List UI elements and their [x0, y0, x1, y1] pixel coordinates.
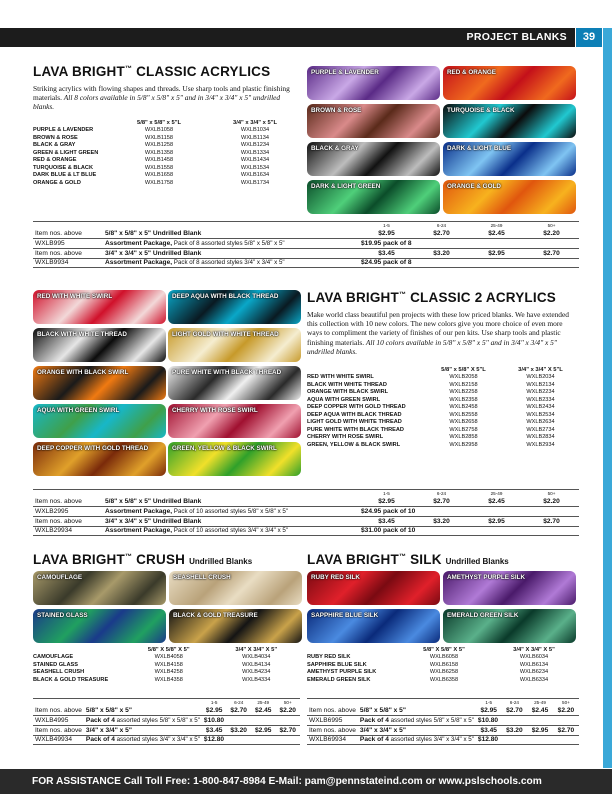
classic-description: Striking acrylics with flowing shapes and threads. Use sharp tools and plastic finishing materials. All 8 colors available in 5/8" x 5/8" x 5" and in 3/4" x 3/4" x 5" undrilled blanks. — [33, 84, 290, 112]
color-swatch — [33, 328, 166, 362]
swatch-label: EMERALD GREEN SILK — [447, 612, 519, 619]
product-name: EMERALD GREEN SILK — [307, 676, 371, 683]
product-name: DEEP AQUA WITH BLACK THREAD — [307, 411, 402, 418]
color-swatch — [168, 366, 301, 400]
swatch-label: BLACK & GOLD TREASURE — [173, 612, 258, 619]
section-title: PROJECT BLANKS — [466, 31, 567, 43]
price-description: 3/4" x 3/4" x 5" Undrilled Blank — [103, 516, 359, 526]
product-sku: WXLB2134 — [526, 381, 555, 388]
product-name: DARK BLUE & LT BLUE — [33, 172, 97, 179]
product-name: BLACK & GOLD TREASURE — [33, 676, 109, 683]
price-description: Pack of 4 assorted styles 5/8" x 5/8" x 5" — [85, 717, 200, 725]
product-row — [307, 654, 579, 662]
price-value: $3.20 — [414, 516, 469, 526]
price-description: Assortment Package, Pack of 10 assorted styles 3/4" x 3/4" x 5" — [103, 526, 359, 536]
color-swatch — [168, 404, 301, 438]
product-sku: WXLB1534 — [240, 164, 270, 171]
price-item-no: WXLB69934 — [307, 735, 358, 745]
color-swatch — [443, 142, 576, 176]
qty-break-header: 25-49 — [257, 700, 270, 705]
price-value: $3.45 — [359, 516, 414, 526]
color-swatch — [307, 571, 440, 605]
price-row — [33, 497, 579, 507]
price-description: Pack of 4 assorted styles 5/8" x 5/8" x 5" — [359, 717, 474, 725]
color-swatch — [443, 66, 576, 100]
product-sku: WXLB6234 — [519, 669, 549, 676]
product-name: STAINED GLASS — [33, 661, 78, 668]
product-sku: WXLB2334 — [526, 396, 555, 403]
price-row — [33, 735, 300, 745]
price-row — [33, 526, 579, 536]
price-value: $2.70 — [524, 516, 579, 526]
price-row — [33, 229, 579, 239]
product-sku: WXLB2634 — [526, 419, 555, 426]
price-item-no: WXLB4995 — [33, 716, 84, 726]
product-row — [33, 669, 300, 677]
price-item-no: WXLB995 — [33, 239, 103, 249]
product-row — [307, 662, 579, 670]
price-value: $2.70 — [275, 725, 300, 735]
product-row — [33, 677, 300, 685]
swatch-label: RED & ORANGE — [447, 69, 496, 76]
swatch-label: PURE WHITE WITH BLACK THREAD — [172, 369, 282, 376]
price-value: $2.95 — [469, 516, 524, 526]
price-description: Assortment Package, Pack of 8 assorted styles 5/8" x 5/8" x 5" — [103, 239, 359, 249]
swatch-label: TURQUOISE & BLACK — [447, 107, 515, 114]
price-item-no: WXLB2995 — [33, 507, 103, 517]
swatch-label: LIGHT GOLD WITH WHITE THREAD — [172, 331, 279, 338]
price-item-no: Item nos. above — [33, 497, 103, 507]
price-value: $10.80 — [476, 716, 579, 726]
swatch-label: RED WITH WHITE SWIRL — [37, 293, 113, 300]
price-row — [33, 248, 579, 258]
price-value: $2.95 — [251, 725, 276, 735]
swatch-label: SEASHELL CRUSH — [173, 574, 231, 581]
silk-price-table — [307, 698, 579, 745]
color-swatch — [307, 142, 440, 176]
price-item-no: Item nos. above — [309, 707, 356, 715]
swatch-label: AMETHYST PURPLE SILK — [447, 574, 526, 581]
qty-break-header: 50+ — [562, 700, 570, 705]
qty-break-header: 1-5 — [383, 223, 390, 228]
price-row — [33, 239, 579, 249]
swatch-label: PURPLE & LAVENDER — [311, 69, 379, 76]
product-row — [33, 135, 303, 143]
product-sku: WXLB4158 — [154, 661, 183, 668]
price-value: $3.45 — [202, 725, 227, 735]
price-row — [307, 725, 579, 735]
product-sku: WXLB2458 — [449, 404, 478, 411]
classic-price-table — [33, 221, 579, 268]
price-value: $2.70 — [414, 497, 469, 507]
product-row — [33, 180, 303, 188]
qty-break-header: 25-49 — [490, 223, 503, 228]
product-name: ORANGE & GOLD — [33, 179, 81, 186]
product-name: RUBY RED SILK — [307, 654, 351, 660]
price-value: $2.95 — [469, 248, 524, 258]
price-item-no: Item nos. above — [35, 707, 82, 715]
product-sku: WXLB6358 — [429, 676, 459, 683]
product-name: RED WITH WHITE SWIRL — [307, 374, 374, 380]
price-value: $2.45 — [469, 497, 524, 507]
product-name: GREEN & LIGHT GREEN — [33, 149, 99, 156]
price-description: 3/4" x 3/4" x 5" Undrilled Blank — [103, 248, 359, 258]
color-swatch — [307, 66, 440, 100]
price-value: $2.20 — [553, 706, 579, 716]
product-sku: WXLB2258 — [449, 389, 478, 396]
color-swatch — [307, 104, 440, 138]
qty-break-header: 25-49 — [534, 700, 546, 705]
color-swatch — [168, 442, 301, 476]
color-swatch — [443, 571, 576, 605]
swatch-label: CHERRY WITH ROSE SWIRL — [172, 407, 258, 414]
product-row — [307, 389, 579, 397]
product-sku: WXLB6058 — [429, 654, 459, 660]
classic-title: LAVA BRIGHT™ CLASSIC ACRYLICS — [33, 64, 271, 79]
color-swatch — [443, 609, 576, 643]
product-sku: WXLB2934 — [526, 441, 555, 448]
price-value: $2.95 — [476, 706, 502, 716]
swatch-label: STAINED GLASS — [37, 612, 88, 619]
price-value: $3.45 — [476, 725, 502, 735]
product-row — [33, 142, 303, 150]
product-sku: WXLB1658 — [144, 172, 174, 179]
product-row — [33, 172, 303, 180]
swatch-label: BLACK WITH WHITE THREAD — [37, 331, 127, 338]
swatch-label: CAMOUFLAGE — [37, 574, 83, 581]
qty-break-header: 1-5 — [383, 491, 390, 496]
footer-contact-bar: FOR ASSISTANCE Call Toll Free: 1-800-847-8984 E-Mail: pam@pennstateind.com or www.pslschools.com — [0, 769, 612, 794]
color-swatch — [443, 180, 576, 214]
product-sku: WXLB2858 — [449, 434, 478, 441]
color-swatch — [33, 404, 166, 438]
price-row — [33, 706, 300, 716]
price-value: $2.20 — [275, 706, 300, 716]
price-value: $3.20 — [502, 725, 528, 735]
product-name: BROWN & ROSE — [33, 134, 78, 141]
product-sku: WXLB2734 — [526, 426, 555, 433]
product-sku: WXLB2434 — [526, 404, 555, 411]
product-name: GREEN, YELLOW & BLACK SWIRL — [307, 441, 401, 448]
price-value: $2.95 — [359, 229, 414, 239]
swatch-label: SAPPHIRE BLUE SILK — [311, 612, 379, 619]
product-sku: WXLB2834 — [526, 434, 555, 441]
price-value: $2.70 — [414, 229, 469, 239]
price-row — [33, 516, 579, 526]
product-name: DEEP COPPER WITH GOLD THREAD — [307, 404, 406, 411]
product-name: ORANGE WITH BLACK SWIRL — [307, 389, 389, 396]
price-row — [33, 258, 579, 268]
product-sku: WXLB4334 — [242, 676, 271, 683]
price-value: $3.45 — [359, 248, 414, 258]
crush-price-table — [33, 698, 300, 745]
product-sku: WXLB2558 — [449, 411, 478, 418]
swatch-label: ORANGE WITH BLACK SWIRL — [37, 369, 129, 376]
price-item-no: Item nos. above — [309, 726, 356, 734]
product-row — [307, 382, 579, 390]
price-description: 5/8" x 5/8" x 5" — [84, 706, 202, 716]
price-value: $2.45 — [527, 706, 553, 716]
product-row — [307, 374, 579, 382]
color-swatch — [443, 104, 576, 138]
price-row — [307, 735, 579, 745]
price-value: $3.20 — [414, 248, 469, 258]
color-swatch — [33, 609, 166, 643]
price-value: $2.20 — [524, 229, 579, 239]
price-value: $24.95 pack of 10 — [359, 507, 579, 517]
price-item-no: Item nos. above — [33, 248, 103, 258]
color-swatch — [33, 442, 166, 476]
classic2-description: Make world class beautiful pen projects with these low priced blanks. We have extended this collection with 10 new colors. The new colors give you more choice of even more ways to compliment the variety of finishes of our pen kits. Use sharp tools and plastic finishing materials. All 10 colors available in 5/8" x 5/8" x 5" and in 3/4" x 3/4" x 5" undrilled blanks. — [307, 310, 569, 356]
section-header-bar — [0, 28, 575, 47]
color-swatch — [169, 571, 302, 605]
product-sku: WXLB1558 — [144, 164, 174, 171]
product-name: CHERRY WITH ROSE SWIRL — [307, 434, 384, 441]
classic-product-table: 5/8" x 5/8" x 5"L 3/4" x 3/4" x 5"L PURPLE & LAVENDER WXLB1058 WXLB1034 BROWN & ROSE WXLB1158 WXLB1134 BLACK & GRAY WXLB1258 WXLB1234 GREEN & LIGHT GREEN WXLB1358 WXLB1334 RED & ORANGE WXLB1458 WXLB1434 TURQUOISE & BLACK WXLB1558 WXLB1534 DARK BLUE & LT BLUE WXLB1658 WXLB1634 ORANGE & GOLD WXLB1758 WXLB1734 — [33, 120, 303, 187]
product-row — [307, 677, 579, 685]
price-description: Assortment Package, Pack of 8 assorted styles 3/4" x 3/4" x 5" — [103, 258, 359, 268]
product-sku: WXLB2158 — [449, 381, 478, 388]
color-swatch — [168, 290, 301, 324]
price-description: 3/4" x 3/4" x 5" — [358, 725, 476, 735]
product-sku: WXLB1058 — [144, 127, 174, 133]
product-sku: WXLB1134 — [241, 134, 269, 141]
color-swatch — [33, 290, 166, 324]
price-value: $10.80 — [202, 716, 300, 726]
price-item-no: Item nos. above — [33, 229, 103, 239]
product-sku: WXLB1334 — [240, 149, 270, 156]
qty-break-header: 1-5 — [485, 700, 493, 705]
price-value: $2.45 — [469, 229, 524, 239]
price-value: $2.70 — [524, 248, 579, 258]
product-sku: WXLB4134 — [242, 661, 271, 668]
qty-break-header: 25-49 — [490, 491, 503, 496]
product-row — [307, 669, 579, 677]
classic2-price-table — [33, 489, 579, 536]
price-description: 5/8" x 5/8" x 5" Undrilled Blank — [103, 229, 359, 239]
product-sku: WXLB2358 — [449, 396, 478, 403]
price-value: $12.80 — [202, 735, 300, 745]
product-sku: WXLB6158 — [429, 661, 459, 668]
product-row — [307, 442, 579, 450]
product-row — [33, 157, 303, 165]
classic2-product-table: 5/8" x 5/8" X 5"L 3/4" x 3/4" X 5"L RED WITH WHITE SWIRL WXLB2058 WXLB2034 BLACK WITH WHITE THREAD WXLB2158 WXLB2134 ORANGE WITH BLACK SWIRL WXLB2258 WXLB2234 AQUA WITH GREEN SWIRL WXLB2358 WXLB2334 DEEP COPPER WITH GOLD THREAD WXLB2458 WXLB2434 DEEP AQUA WITH BLACK THREAD WXLB2558 WXLB2534 LIGHT GOLD WITH WHITE THREAD WXLB2658 WXLB2634 PURE WHITE WITH BLACK THREAD WXLB2758 WXLB2734 CHERRY WITH ROSE SWIRL WXLB2858 WXLB2834 GREEN, YELLOW & BLACK SWIRL WXLB2958 WXLB2934 — [307, 367, 579, 449]
color-swatch — [307, 609, 440, 643]
product-row — [33, 165, 303, 173]
price-description: 5/8" x 5/8" x 5" — [358, 706, 476, 716]
product-sku: WXLB2958 — [449, 441, 478, 448]
price-value: $2.95 — [527, 725, 553, 735]
product-sku: WXLB2234 — [526, 389, 555, 396]
color-swatch — [168, 328, 301, 362]
qty-break-header: 6-24 — [436, 223, 447, 228]
swatch-label: AQUA WITH GREEN SWIRL — [37, 407, 120, 414]
price-item-no: Item nos. above — [35, 726, 82, 734]
price-description: Pack of 4 assorted styles 3/4" x 3/4" x 5" — [85, 736, 200, 744]
page-number: 39 — [576, 28, 602, 47]
price-value: $19.95 pack of 8 — [359, 239, 579, 249]
qty-break-header: 6-24 — [436, 491, 447, 496]
product-sku: WXLB1358 — [144, 149, 174, 156]
product-name: RED & ORANGE — [33, 157, 77, 164]
price-row — [307, 716, 579, 726]
price-value: $2.20 — [524, 497, 579, 507]
qty-break-header: 50+ — [547, 491, 556, 496]
product-sku: WXLB1734 — [240, 179, 270, 186]
price-row — [33, 507, 579, 517]
swatch-label: BROWN & ROSE — [311, 107, 362, 114]
crush-title: LAVA BRIGHT™ CRUSH Undrilled Blanks — [33, 552, 253, 567]
qty-break-header: 6-24 — [509, 700, 519, 705]
price-value: $24.95 pack of 8 — [359, 258, 579, 268]
product-sku: WXLB6258 — [429, 669, 459, 676]
swatch-label: DEEP COPPER WITH GOLD THREAD — [37, 445, 149, 452]
product-name: BLACK WITH WHITE THREAD — [307, 381, 387, 388]
silk-title: LAVA BRIGHT™ SILK Undrilled Blanks — [307, 552, 509, 567]
product-row — [33, 654, 300, 662]
product-row — [33, 127, 303, 135]
price-value: $2.45 — [251, 706, 276, 716]
color-swatch — [169, 609, 302, 643]
product-name: PURPLE & LAVENDER — [33, 127, 94, 133]
price-value: $2.70 — [226, 706, 251, 716]
product-row — [307, 434, 579, 442]
product-sku: WXLB1458 — [144, 157, 174, 164]
product-sku: WXLB4358 — [154, 676, 183, 683]
product-sku: WXLB4234 — [242, 669, 271, 676]
swatch-label: RUBY RED SILK — [311, 574, 360, 581]
product-sku: WXLB1258 — [144, 142, 174, 149]
price-value: $2.95 — [359, 497, 414, 507]
price-description: 5/8" x 5/8" x 5" Undrilled Blank — [103, 497, 359, 507]
product-row — [33, 150, 303, 158]
product-row — [307, 419, 579, 427]
price-item-no: Item nos. above — [33, 516, 103, 526]
price-description: 3/4" x 3/4" x 5" — [84, 725, 202, 735]
price-value: $3.20 — [226, 725, 251, 735]
price-value: $12.80 — [476, 735, 579, 745]
product-sku: WXLB1758 — [144, 179, 174, 186]
product-row — [307, 404, 579, 412]
product-name: PURE WHITE WITH BLACK THREAD — [307, 426, 404, 433]
product-name: BLACK & GRAY — [33, 142, 76, 149]
price-item-no: WXLB49934 — [33, 735, 84, 745]
swatch-label: GREEN, YELLOW & BLACK SWIRL — [172, 445, 277, 452]
price-value: $31.00 pack of 10 — [359, 526, 579, 536]
product-name: TURQUOISE & BLACK — [33, 164, 93, 171]
price-value: $2.70 — [502, 706, 528, 716]
price-item-no: WXLB6995 — [307, 716, 358, 726]
product-sku: WXLB2758 — [449, 426, 478, 433]
product-name: SAPPHIRE BLUE SILK — [307, 661, 367, 668]
product-sku: WXLB1158 — [145, 134, 173, 141]
side-accent-bar — [603, 28, 612, 768]
product-sku: WXLB2034 — [526, 374, 555, 380]
product-sku: WXLB6034 — [519, 654, 549, 660]
crush-product-table: 5/8" X 5/8" X 5" 3/4" X 3/4" X 5" CAMOUFLAGE WXLB4058 WXLB4034 STAINED GLASS WXLB4158 WXLB4134 SEASHELL CRUSH WXLB4258 WXLB4234 BLACK & GOLD TREASURE WXLB4358 WXLB4334 — [33, 647, 300, 684]
qty-break-header: 1-5 — [210, 700, 218, 705]
price-value: $2.70 — [553, 725, 579, 735]
price-row — [307, 706, 579, 716]
price-value: $2.95 — [202, 706, 227, 716]
product-name: AMETHYST PURPLE SILK — [307, 669, 377, 676]
color-swatch — [33, 366, 166, 400]
product-row — [33, 662, 300, 670]
product-row — [307, 412, 579, 420]
product-sku: WXLB1034 — [240, 127, 270, 133]
product-sku: WXLB6334 — [519, 676, 549, 683]
swatch-label: BLACK & GRAY — [311, 145, 359, 152]
product-name: AQUA WITH GREEN SWIRL — [307, 396, 381, 403]
swatch-label: DARK & LIGHT BLUE — [447, 145, 512, 152]
product-sku: WXLB6134 — [519, 661, 549, 668]
qty-break-header: 6-24 — [234, 700, 244, 705]
price-item-no: WXLB9934 — [33, 258, 103, 268]
product-sku: WXLB2658 — [449, 419, 478, 426]
product-name: CAMOUFLAGE — [33, 654, 74, 660]
product-sku: WXLB4034 — [242, 654, 271, 660]
product-sku: WXLB1234 — [240, 142, 270, 149]
silk-product-table: 5/8" X 5/8" X 5" 3/4" X 3/4" X 5" RUBY RED SILK WXLB6058 WXLB6034 SAPPHIRE BLUE SILK WXLB6158 WXLB6134 AMETHYST PURPLE SILK WXLB6258 WXLB6234 EMERALD GREEN SILK WXLB6358 WXLB6334 — [307, 647, 579, 684]
product-sku: WXLB4258 — [154, 669, 183, 676]
product-row — [307, 397, 579, 405]
product-sku: WXLB2058 — [449, 374, 478, 380]
swatch-label: DEEP AQUA WITH BLACK THREAD — [172, 293, 279, 300]
product-row — [307, 427, 579, 435]
color-swatch — [33, 571, 166, 605]
price-item-no: WXLB29934 — [33, 526, 103, 536]
price-description: Pack of 4 assorted styles 3/4" x 3/4" x 5" — [359, 736, 474, 744]
product-sku: WXLB1434 — [240, 157, 270, 164]
product-sku: WXLB2534 — [526, 411, 555, 418]
swatch-label: DARK & LIGHT GREEN — [311, 183, 381, 190]
price-row — [33, 716, 300, 726]
classic2-title: LAVA BRIGHT™ CLASSIC 2 ACRYLICS — [307, 290, 556, 305]
price-description: Assortment Package, Pack of 10 assorted styles 5/8" x 5/8" x 5" — [103, 507, 359, 517]
product-sku: WXLB1634 — [240, 172, 270, 179]
qty-break-header: 50+ — [283, 700, 292, 705]
price-row — [33, 725, 300, 735]
qty-break-header: 50+ — [547, 223, 556, 228]
product-name: LIGHT GOLD WITH WHITE THREAD — [307, 419, 402, 426]
swatch-label: ORANGE & GOLD — [447, 183, 501, 190]
color-swatch — [307, 180, 440, 214]
product-sku: WXLB4058 — [154, 654, 183, 660]
product-name: SEASHELL CRUSH — [33, 669, 85, 676]
